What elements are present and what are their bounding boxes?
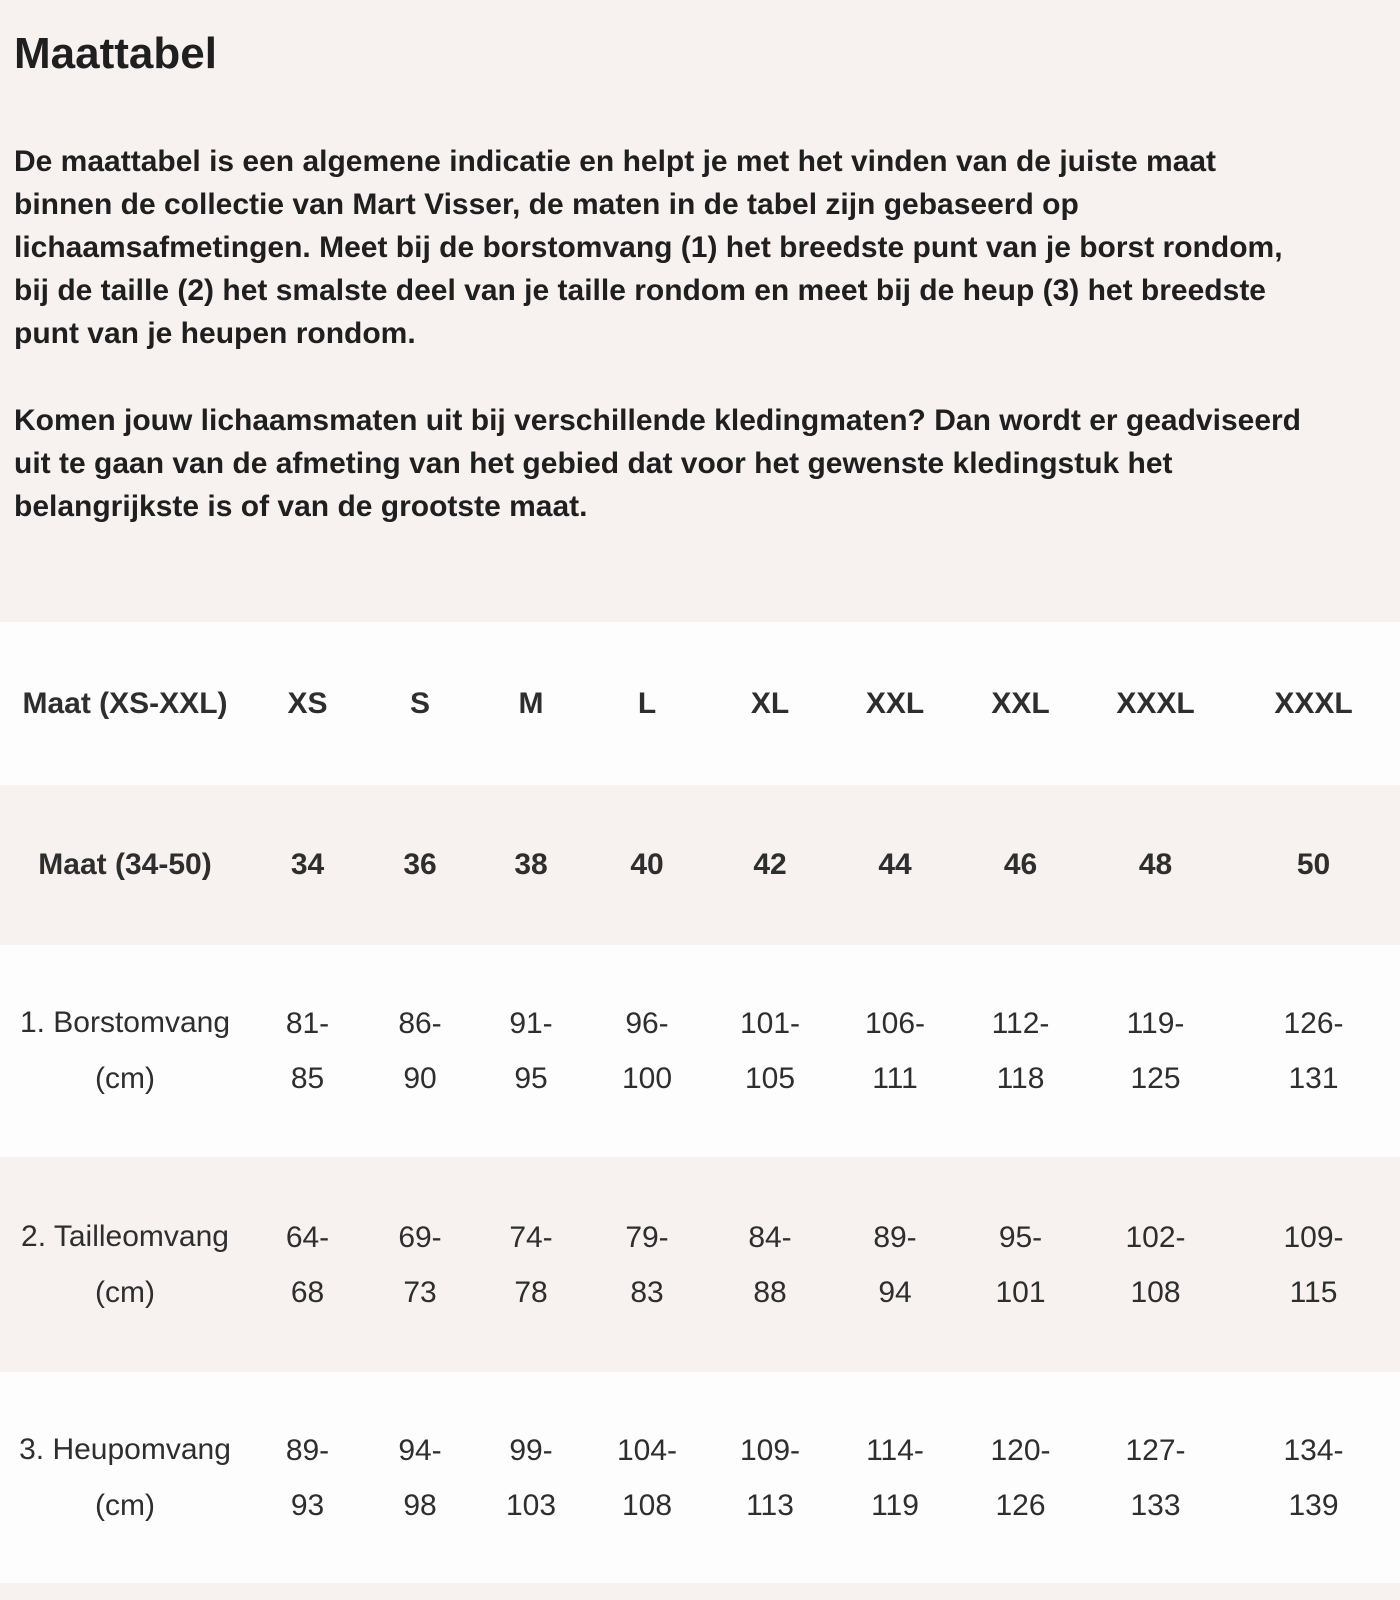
range-line: 89- xyxy=(873,1220,917,1254)
range-line: 101 xyxy=(995,1275,1046,1309)
range-cell xyxy=(587,1157,707,1372)
range-cell xyxy=(365,1157,475,1372)
range-cell xyxy=(475,945,587,1157)
range-line: 126- xyxy=(1283,1007,1344,1040)
range-line: 105 xyxy=(744,1062,796,1095)
range-cell xyxy=(707,945,833,1157)
range-cell xyxy=(957,1157,1084,1372)
range-cell xyxy=(587,945,707,1157)
range-cell xyxy=(250,945,365,1157)
range-line: 68 xyxy=(290,1275,325,1309)
range-line: 90 xyxy=(403,1062,437,1095)
size-cell: XXL xyxy=(991,686,1050,720)
range-line: 101- xyxy=(739,1007,801,1040)
range-cell xyxy=(1084,945,1227,1157)
row-label-cell: 3. Heupomvang (cm) xyxy=(19,1432,231,1522)
range-line: 100 xyxy=(621,1062,673,1095)
range-line: 119- xyxy=(1126,1007,1185,1040)
size-cell: 36 xyxy=(403,848,437,881)
range-cell xyxy=(833,1372,957,1583)
range-line: 73 xyxy=(403,1275,437,1309)
range-line: 139 xyxy=(1288,1488,1339,1522)
range-line: 119 xyxy=(871,1488,919,1522)
size-chart-page-intro xyxy=(0,0,1400,528)
size-cell: XS xyxy=(287,686,328,720)
range-line: 64- xyxy=(285,1220,330,1254)
range-line: 85 xyxy=(290,1062,325,1095)
advice-paragraph: Komen jouw lichaamsmaten uit bij verschillende kledingmaten? Dan wordt er geadviseerd uit te gaan van de afmeting van het gebied dat voor het gewenste kledingstuk het belangrijkste is of van de grootste maat. xyxy=(14,404,1301,523)
size-cell: 42 xyxy=(753,848,787,881)
size-cell: 50 xyxy=(1296,848,1331,881)
range-cell xyxy=(1084,1372,1227,1583)
size-table-row-waist xyxy=(0,1157,1400,1372)
row-label-cell: 2. Tailleomvang (cm) xyxy=(21,1219,229,1309)
range-line: 102- xyxy=(1125,1220,1186,1254)
size-cell: XXXL xyxy=(1116,686,1195,720)
range-cell xyxy=(587,1372,707,1583)
range-cell xyxy=(957,1372,1084,1583)
range-line: 103 xyxy=(505,1488,557,1522)
row-label-cell: Maat (XS-XXL) xyxy=(22,686,228,720)
range-line: 118 xyxy=(996,1062,1045,1095)
range-cell xyxy=(365,1372,475,1583)
range-line: 113 xyxy=(746,1488,794,1522)
range-line: 78 xyxy=(514,1275,548,1309)
range-line: 89- xyxy=(285,1433,330,1467)
range-cell xyxy=(707,1372,833,1583)
range-line: 108 xyxy=(621,1488,673,1522)
range-line: 91- xyxy=(509,1007,553,1040)
range-line: 126 xyxy=(995,1488,1046,1522)
range-line: 104- xyxy=(616,1433,678,1467)
range-line: 106- xyxy=(864,1007,926,1040)
size-table xyxy=(0,622,1400,1583)
range-cell xyxy=(833,945,957,1157)
range-cell xyxy=(475,1157,587,1372)
size-cell: XL xyxy=(750,686,790,720)
range-cell xyxy=(1227,945,1400,1157)
range-line: 95- xyxy=(998,1220,1043,1254)
range-line: 109- xyxy=(739,1433,801,1467)
range-line: 131 xyxy=(1288,1062,1339,1095)
size-cell: L xyxy=(637,686,657,720)
range-line: 133 xyxy=(1130,1488,1181,1522)
size-table-row-sizes-alpha xyxy=(0,622,1400,785)
range-line: 81- xyxy=(285,1007,330,1040)
range-cell xyxy=(1227,1372,1400,1583)
range-line: 134- xyxy=(1283,1433,1344,1467)
range-line: 114- xyxy=(866,1433,924,1467)
row-label-cell: 1. Borstomvang (cm) xyxy=(19,1006,231,1095)
range-cell xyxy=(957,945,1084,1157)
range-line: 109- xyxy=(1283,1220,1344,1254)
range-line: 96- xyxy=(625,1007,669,1040)
range-line: 111 xyxy=(872,1062,918,1095)
range-line: 88 xyxy=(753,1275,787,1309)
range-cell xyxy=(475,1372,587,1583)
intro-paragraph: De maattabel is een algemene indicatie en helpt je met het vinden van de juiste maat binnen de collectie van Mart Visser, de maten in de tabel zijn gebaseerd op lichaamsafmetingen. Meet bij de borstomvang (1) het breedste punt van je borst rondom, bij de taille (2) het smalste deel van je taille rondom en meet bij de heup (3) het breedste punt van je heupen rondom. xyxy=(14,145,1283,350)
size-cell: 38 xyxy=(514,848,548,881)
size-cell: 48 xyxy=(1138,848,1173,881)
size-table-row-sizes-numeric xyxy=(0,785,1400,945)
range-cell xyxy=(1084,1157,1227,1372)
range-line: 94 xyxy=(878,1275,912,1309)
page-title: Maattabel xyxy=(14,29,217,78)
size-cell: 44 xyxy=(878,848,912,881)
range-line: 120- xyxy=(990,1433,1051,1467)
range-cell xyxy=(833,1157,957,1372)
range-line: 115 xyxy=(1289,1275,1338,1309)
size-cell: 40 xyxy=(630,848,664,881)
range-line: 98 xyxy=(403,1488,437,1522)
range-line: 93 xyxy=(290,1488,325,1522)
range-line: 86- xyxy=(398,1007,442,1040)
size-cell: S xyxy=(409,686,430,720)
range-line: 125 xyxy=(1130,1062,1181,1095)
size-cell: 46 xyxy=(1003,848,1038,881)
size-cell: 34 xyxy=(290,848,325,881)
size-table-row-hips xyxy=(0,1372,1400,1583)
size-cell: XXXL xyxy=(1274,686,1353,720)
range-line: 74- xyxy=(509,1220,553,1254)
range-line: 127- xyxy=(1125,1433,1186,1467)
size-cell: XXL xyxy=(865,686,925,720)
range-cell xyxy=(707,1157,833,1372)
range-cell xyxy=(250,1372,365,1583)
range-line: 112- xyxy=(991,1007,1050,1040)
range-line: 99- xyxy=(509,1433,553,1467)
size-table-row-bust xyxy=(0,945,1400,1157)
range-cell xyxy=(365,945,475,1157)
range-line: 108 xyxy=(1130,1275,1181,1309)
size-cell: M xyxy=(518,686,544,720)
range-cell xyxy=(1227,1157,1400,1372)
range-cell xyxy=(250,1157,365,1372)
range-line: 84- xyxy=(748,1220,792,1254)
range-line: 79- xyxy=(625,1220,669,1254)
range-line: 69- xyxy=(398,1220,442,1254)
range-line: 83 xyxy=(630,1275,664,1309)
row-label-cell: Maat (34-50) xyxy=(38,848,212,881)
range-line: 94- xyxy=(398,1433,442,1467)
range-line: 95 xyxy=(514,1062,548,1095)
